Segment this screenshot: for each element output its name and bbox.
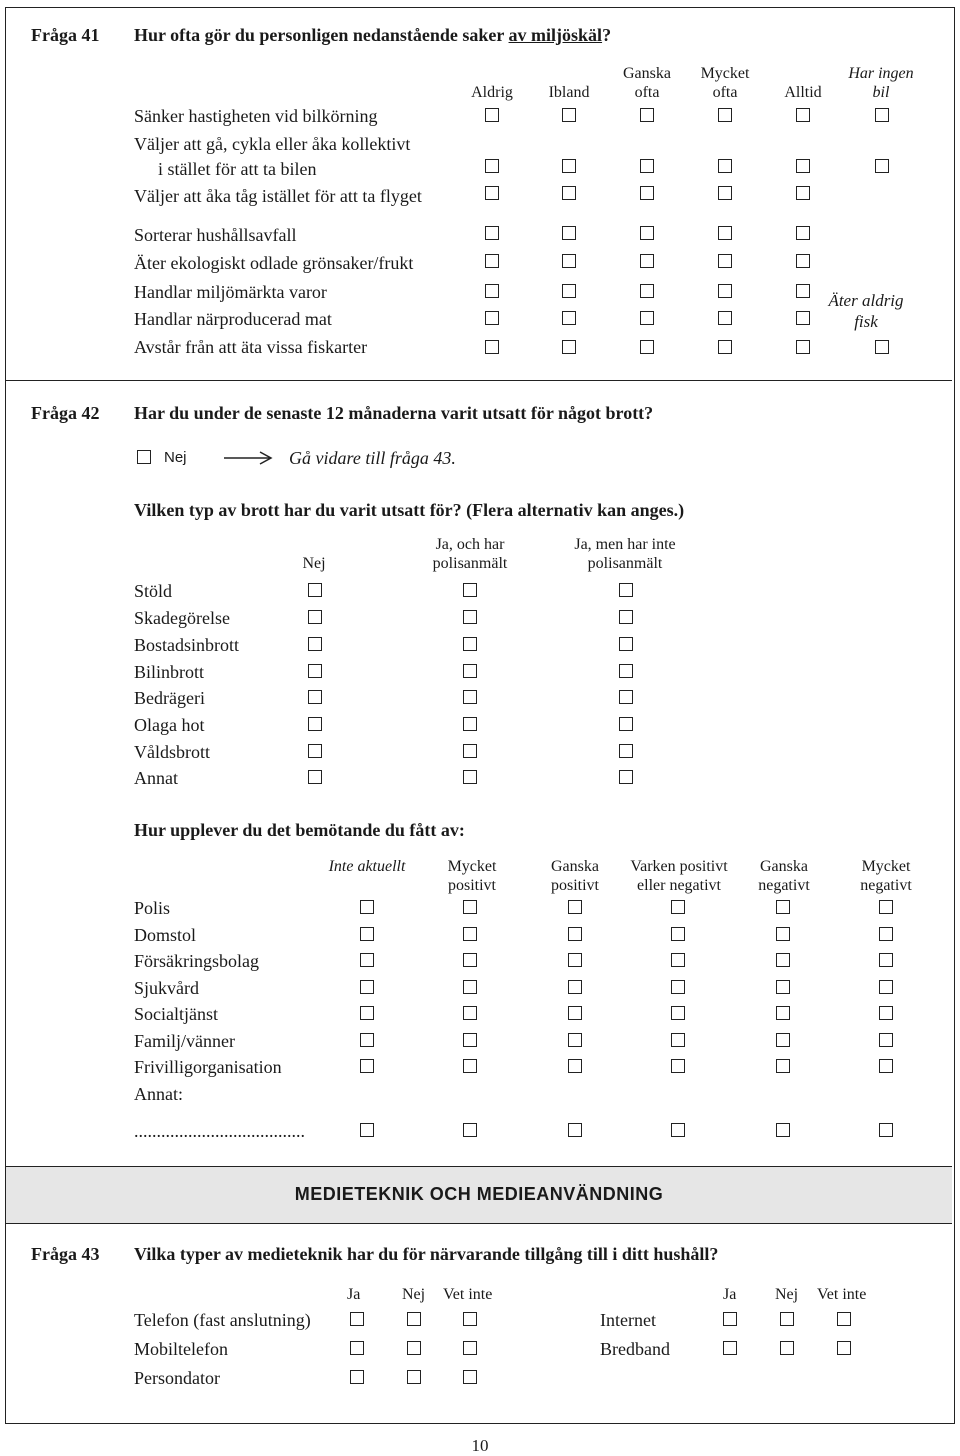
treatment-checkbox[interactable] <box>671 1006 685 1020</box>
q41-answer-checkbox[interactable] <box>485 186 499 200</box>
crime-checkbox[interactable] <box>619 717 633 731</box>
q42-treatment-question: Hur upplever du det bemötande du fått av: <box>134 820 465 840</box>
q41-answer-checkbox[interactable] <box>718 284 732 298</box>
q43-col-vet-inte-right: Vet inte <box>817 1286 867 1303</box>
q41-answer-checkbox[interactable] <box>796 311 810 325</box>
crime-checkbox[interactable] <box>619 744 633 758</box>
treatment-checkbox[interactable] <box>776 900 790 914</box>
crime-checkbox[interactable] <box>619 637 633 651</box>
q41-row-label: Väljer att åka tåg istället för att ta flyget <box>134 186 422 206</box>
treatment-checkbox[interactable] <box>879 953 893 967</box>
q42-no-checkbox[interactable] <box>137 450 151 464</box>
q41-answer-checkbox[interactable] <box>640 284 654 298</box>
q43-checkbox[interactable] <box>837 1312 851 1326</box>
crime-row-label: Stöld <box>134 581 173 601</box>
arrow-right-icon <box>222 450 274 466</box>
treatment-checkbox[interactable] <box>671 980 685 994</box>
divider <box>6 380 952 381</box>
q43-col-ja-right: Ja <box>723 1286 737 1303</box>
q43-checkbox[interactable] <box>463 1312 477 1326</box>
q41-answer-checkbox[interactable] <box>796 254 810 268</box>
q41-answer-checkbox[interactable] <box>562 226 576 240</box>
q43-item: Bredband <box>600 1339 670 1359</box>
crime-checkbox[interactable] <box>619 664 633 678</box>
q41-answer-checkbox[interactable] <box>640 340 654 354</box>
treatment-checkbox[interactable] <box>360 1033 374 1047</box>
crime-checkbox[interactable] <box>308 770 322 784</box>
treatment-checkbox[interactable] <box>360 1006 374 1020</box>
treatment-checkbox[interactable] <box>360 980 374 994</box>
q42-col-ja-polisanmalt: Ja, och har polisanmält <box>432 536 508 572</box>
treatment-checkbox[interactable] <box>879 1006 893 1020</box>
q41-row-label: Avstår från att äta vissa fiskarter <box>134 337 368 357</box>
crime-checkbox[interactable] <box>463 690 477 704</box>
q41-answer-checkbox[interactable] <box>640 226 654 240</box>
q43-checkbox[interactable] <box>723 1341 737 1355</box>
q43-checkbox[interactable] <box>780 1312 794 1326</box>
crime-checkbox[interactable] <box>463 664 477 678</box>
q42-skip-instruction: Gå vidare till fråga 43. <box>289 448 456 468</box>
q41-answer-checkbox[interactable] <box>718 340 732 354</box>
q41-answer-checkbox[interactable] <box>485 159 499 173</box>
crime-row-label: Bedrägeri <box>134 688 205 708</box>
treatment-checkbox[interactable] <box>463 900 477 914</box>
treatment-checkbox[interactable] <box>568 953 582 967</box>
q41-answer-checkbox[interactable] <box>640 186 654 200</box>
crime-checkbox[interactable] <box>463 717 477 731</box>
page-number: 10 <box>471 1436 489 1455</box>
treatment-checkbox[interactable] <box>360 927 374 941</box>
treatment-checkbox[interactable] <box>568 927 582 941</box>
crime-row-label: Våldsbrott <box>134 742 210 762</box>
treatment-checkbox[interactable] <box>879 980 893 994</box>
q41-row-label: Sänker hastigheten vid bilkörning <box>134 106 378 126</box>
crime-checkbox[interactable] <box>463 583 477 597</box>
treatment-checkbox[interactable] <box>568 900 582 914</box>
q42-col-nej: Nej <box>302 555 326 572</box>
treatment-checkbox[interactable] <box>463 980 477 994</box>
q41-answer-checkbox[interactable] <box>485 108 499 122</box>
crime-checkbox[interactable] <box>308 610 322 624</box>
q43-question: Vilka typer av medieteknik har du för närvarande tillgång till i ditt hushåll? <box>134 1244 719 1264</box>
treatment-checkbox[interactable] <box>671 953 685 967</box>
crime-checkbox[interactable] <box>308 690 322 704</box>
q41-row-label: Handlar närproducerad mat <box>134 309 332 329</box>
q41-question: Hur ofta gör du personligen nedanstående saker av miljöskäl? <box>134 25 612 45</box>
crime-checkbox[interactable] <box>619 610 633 624</box>
crime-checkbox[interactable] <box>308 637 322 651</box>
q43-number: Fråga 43 <box>31 1244 100 1264</box>
q41-answer-checkbox[interactable] <box>485 340 499 354</box>
treatment-checkbox[interactable] <box>463 1033 477 1047</box>
treat-col-ganska-positivt: Ganska positivt <box>550 858 599 894</box>
q43-col-nej: Nej <box>402 1286 426 1303</box>
q43-checkbox[interactable] <box>837 1341 851 1355</box>
crime-row-label: Skadegörelse <box>134 608 230 628</box>
treatment-row-label: Sjukvård <box>134 978 199 998</box>
treatment-checkbox[interactable] <box>360 1059 374 1073</box>
q41-number: Fråga 41 <box>31 25 100 45</box>
q41-answer-checkbox[interactable] <box>796 108 810 122</box>
q41-answer-checkbox[interactable] <box>485 284 499 298</box>
treatment-checkbox[interactable] <box>463 927 477 941</box>
treatment-row-label: Domstol <box>134 925 197 945</box>
treat-col-ganska-negativt: Ganska negativt <box>758 858 810 894</box>
treatment-checkbox[interactable] <box>463 1059 477 1073</box>
q41-answer-checkbox[interactable] <box>562 108 576 122</box>
treatment-checkbox[interactable] <box>360 900 374 914</box>
crime-checkbox[interactable] <box>463 637 477 651</box>
q41-answer-checkbox[interactable] <box>796 186 810 200</box>
q43-col-vet-inte: Vet inte <box>443 1286 493 1303</box>
q41-col-ibland: Ibland <box>548 84 590 101</box>
treatment-checkbox[interactable] <box>360 953 374 967</box>
crime-row-label: Annat <box>134 768 178 788</box>
treatment-checkbox[interactable] <box>671 1059 685 1073</box>
q41-row-label: Sorterar hushållsavfall <box>134 225 297 245</box>
treatment-checkbox[interactable] <box>776 1006 790 1020</box>
treat-col-varken: Varken positivt eller negativt <box>630 858 728 894</box>
q41-answer-checkbox[interactable] <box>562 311 576 325</box>
q41-answer-checkbox[interactable] <box>796 159 810 173</box>
q41-col-alltid: Alltid <box>784 84 822 101</box>
q42-no-label: Nej <box>164 449 187 466</box>
treatment-other-checkbox[interactable] <box>568 1123 582 1137</box>
q41-answer-checkbox[interactable] <box>718 186 732 200</box>
q41-row-label: Väljer att gå, cykla eller åka kollektivt <box>134 134 411 154</box>
treatment-checkbox[interactable] <box>463 1006 477 1020</box>
q41-answer-checkbox[interactable] <box>485 226 499 240</box>
q41-col-aldrig: Aldrig <box>471 84 513 101</box>
treatment-checkbox[interactable] <box>776 953 790 967</box>
treatment-checkbox[interactable] <box>568 1033 582 1047</box>
q41-answer-checkbox[interactable] <box>718 254 732 268</box>
crime-checkbox[interactable] <box>308 664 322 678</box>
q41-answer-checkbox[interactable] <box>485 254 499 268</box>
q43-checkbox[interactable] <box>463 1370 477 1384</box>
q43-item: Internet <box>600 1310 656 1330</box>
treatment-checkbox[interactable] <box>671 900 685 914</box>
treatment-other-checkbox[interactable] <box>879 1123 893 1137</box>
q43-checkbox[interactable] <box>407 1312 421 1326</box>
treatment-row-label: Frivilligorganisation <box>134 1057 282 1077</box>
q41-answer-checkbox[interactable] <box>562 340 576 354</box>
treatment-checkbox[interactable] <box>568 980 582 994</box>
q41-col-mycket-ofta: Mycket ofta <box>700 65 750 101</box>
q43-item: Telefon (fast anslutning) <box>134 1310 311 1330</box>
treatment-checkbox[interactable] <box>671 1033 685 1047</box>
q42-col-ja-inte-polisanmalt: Ja, men har inte polisanmält <box>574 536 676 572</box>
q41-answer-checkbox[interactable] <box>875 159 889 173</box>
treatment-checkbox[interactable] <box>568 1006 582 1020</box>
treatment-row-label: Familj/vänner <box>134 1031 235 1051</box>
q41-answer-checkbox[interactable] <box>562 254 576 268</box>
q41-col-ganska-ofta: Ganska ofta <box>623 65 671 101</box>
section-title: MEDIETEKNIK OCH MEDIEANVÄNDNING <box>294 1184 664 1204</box>
q41-answer-checkbox[interactable] <box>718 226 732 240</box>
crime-checkbox[interactable] <box>308 717 322 731</box>
treatment-other-checkbox[interactable] <box>463 1123 477 1137</box>
q41-answer-checkbox[interactable] <box>562 186 576 200</box>
treat-other-blank[interactable]: ...................................... <box>134 1121 305 1141</box>
treatment-row-label: Annat: <box>134 1084 183 1104</box>
q41-answer-checkbox[interactable] <box>718 108 732 122</box>
q43-checkbox[interactable] <box>780 1341 794 1355</box>
q42-number: Fråga 42 <box>31 403 100 423</box>
crime-checkbox[interactable] <box>463 770 477 784</box>
treatment-row-label: Polis <box>134 898 171 918</box>
q41-row-label: Handlar miljömärkta varor <box>134 282 327 302</box>
q41-answer-checkbox[interactable] <box>640 311 654 325</box>
section-band <box>6 1166 952 1224</box>
q41-answer-checkbox[interactable] <box>875 108 889 122</box>
q43-col-nej-right: Nej <box>775 1286 799 1303</box>
crime-row-label: Olaga hot <box>134 715 205 735</box>
crime-checkbox[interactable] <box>619 583 633 597</box>
treat-col-mycket-positivt: Mycket positivt <box>447 858 497 894</box>
treatment-other-checkbox[interactable] <box>360 1123 374 1137</box>
q41-answer-checkbox[interactable] <box>640 108 654 122</box>
q42-question: Har du under de senaste 12 månaderna varit utsatt för något brott? <box>134 403 654 423</box>
q41-answer-checkbox[interactable] <box>485 311 499 325</box>
treat-col-mycket-negativt: Mycket negativt <box>860 858 912 894</box>
q43-checkbox[interactable] <box>723 1312 737 1326</box>
q41-answer-checkbox[interactable] <box>796 340 810 354</box>
q41-answer-checkbox[interactable] <box>796 226 810 240</box>
treatment-checkbox[interactable] <box>776 1033 790 1047</box>
crime-checkbox[interactable] <box>308 744 322 758</box>
treatment-row-label: Försäkringsbolag <box>134 951 259 971</box>
treatment-row-label: Socialtjänst <box>134 1004 218 1024</box>
q41-row-label: i stället för att ta bilen <box>158 159 317 179</box>
q41-col-ater-aldrig-fisk: Äter aldrig fisk <box>828 291 904 331</box>
crime-checkbox[interactable] <box>463 744 477 758</box>
crime-checkbox[interactable] <box>463 610 477 624</box>
treatment-checkbox[interactable] <box>879 1033 893 1047</box>
q41-answer-checkbox[interactable] <box>562 284 576 298</box>
q43-item: Persondator <box>134 1368 220 1388</box>
treatment-checkbox[interactable] <box>776 927 790 941</box>
q41-answer-checkbox[interactable] <box>718 311 732 325</box>
q41-answer-checkbox[interactable] <box>718 159 732 173</box>
crime-checkbox[interactable] <box>619 770 633 784</box>
q43-col-ja: Ja <box>347 1286 361 1303</box>
q41-col-har-ingen-bil: Har ingen bil <box>848 65 914 101</box>
crime-checkbox[interactable] <box>308 583 322 597</box>
q41-answer-checkbox[interactable] <box>875 340 889 354</box>
q41-row-label: Äter ekologiskt odlade grönsaker/frukt <box>134 253 414 273</box>
crime-row-label: Bilinbrott <box>134 662 205 682</box>
crime-checkbox[interactable] <box>619 690 633 704</box>
q43-checkbox[interactable] <box>463 1341 477 1355</box>
q41-answer-checkbox[interactable] <box>640 159 654 173</box>
treatment-checkbox[interactable] <box>671 927 685 941</box>
treatment-other-checkbox[interactable] <box>776 1123 790 1137</box>
q43-checkbox[interactable] <box>350 1312 364 1326</box>
treatment-other-checkbox[interactable] <box>671 1123 685 1137</box>
q43-checkbox[interactable] <box>350 1341 364 1355</box>
treatment-checkbox[interactable] <box>879 927 893 941</box>
q43-checkbox[interactable] <box>350 1370 364 1384</box>
treatment-checkbox[interactable] <box>879 900 893 914</box>
treatment-checkbox[interactable] <box>776 1059 790 1073</box>
q43-checkbox[interactable] <box>407 1370 421 1384</box>
q42-sub-question: Vilken typ av brott har du varit utsatt för? (Flera alternativ kan anges.) <box>134 500 685 520</box>
treatment-checkbox[interactable] <box>879 1059 893 1073</box>
treat-col-inte-aktuellt: Inte aktuellt <box>328 858 406 875</box>
treatment-checkbox[interactable] <box>568 1059 582 1073</box>
q43-checkbox[interactable] <box>407 1341 421 1355</box>
q43-item: Mobiltelefon <box>134 1339 228 1359</box>
treatment-checkbox[interactable] <box>463 953 477 967</box>
treatment-checkbox[interactable] <box>776 980 790 994</box>
q41-answer-checkbox[interactable] <box>562 159 576 173</box>
q41-answer-checkbox[interactable] <box>796 284 810 298</box>
crime-row-label: Bostadsinbrott <box>134 635 240 655</box>
q41-answer-checkbox[interactable] <box>640 254 654 268</box>
